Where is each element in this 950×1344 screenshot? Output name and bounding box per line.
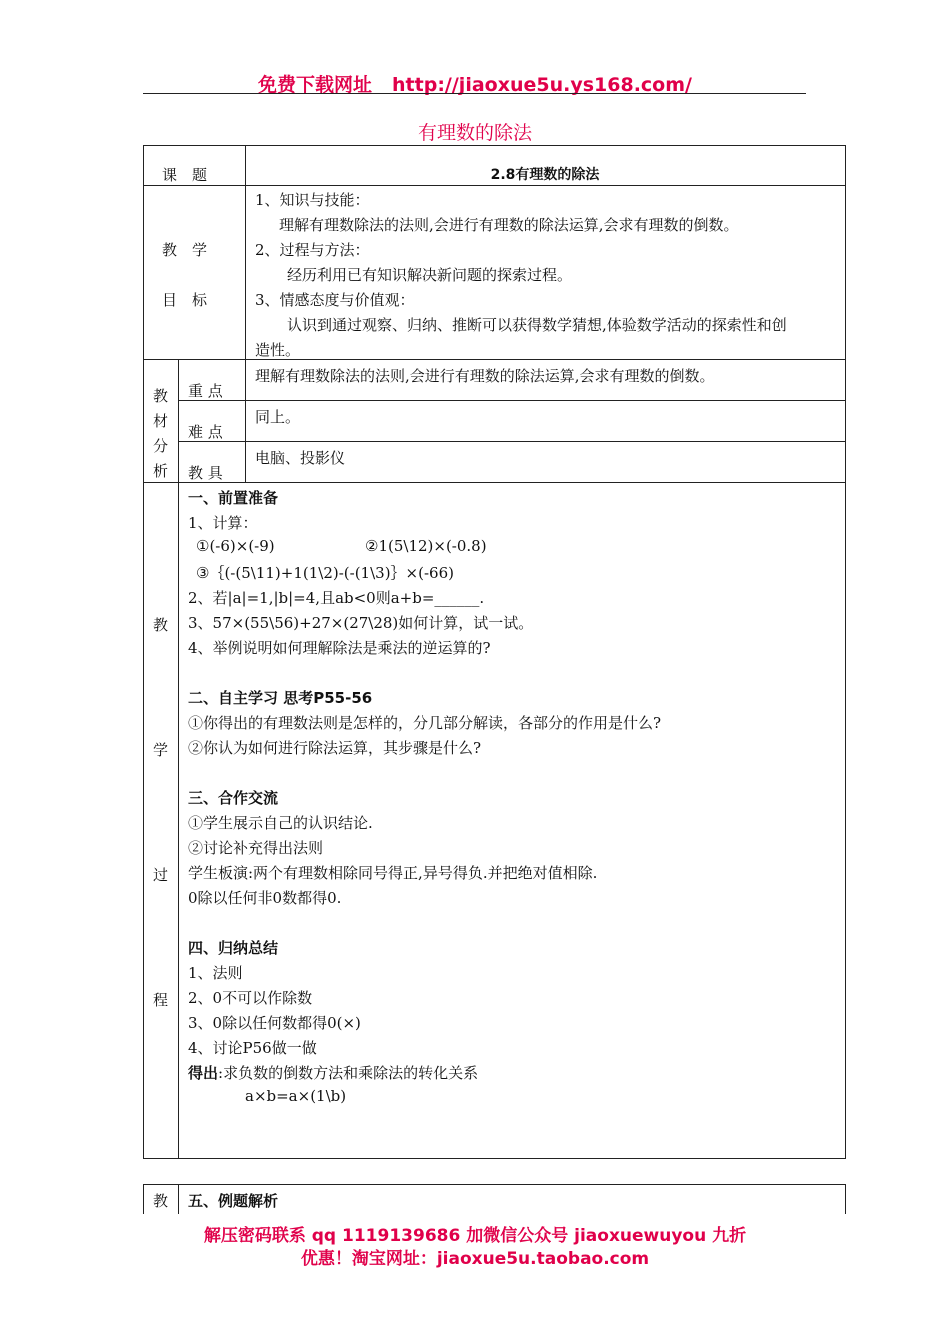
teaching-aids-label: 教 具 — [188, 464, 223, 482]
content-line: ①(-6)×(-9) — [196, 537, 275, 555]
objective-line: 1、知识与技能： — [255, 191, 370, 209]
content-line: ①学生展示自己的认识结论. — [188, 814, 373, 832]
header-url[interactable]: http://jiaoxue5u.ys168.com/ — [392, 74, 692, 96]
conclusion-line — [188, 1062, 478, 1083]
difficulty-label: 难 点 — [188, 423, 223, 441]
content-line: 0除以任何非0数都得0. — [188, 889, 342, 907]
content-line: 3、57×(55\56)+27×(27\28)如何计算，试一试。 — [188, 614, 534, 632]
footer-line-1: 解压密码联系 qq 1119139686 加微信公众号 jiaoxuewuyou 九折 — [203, 1226, 747, 1246]
analysis-label-char: 教 — [153, 387, 169, 405]
next-section-title: 五、例题解析 — [188, 1192, 279, 1210]
process-label-char: 过 — [153, 866, 169, 884]
content-line: 4、讨论P56做一做 — [188, 1039, 317, 1057]
process-label-char: 学 — [153, 741, 169, 759]
section-title: 一、前置准备 — [188, 489, 279, 507]
conclusion-text: :求负数的倒数方法和乘除法的转化关系 — [218, 1064, 479, 1082]
content-line: 2、若|a|=1,|b|=4,且ab<0则a+b=______. — [188, 589, 485, 607]
next-table-label: 教 — [153, 1192, 169, 1210]
content-line: 1、法则 — [188, 964, 243, 982]
process-label-char: 程 — [153, 991, 169, 1009]
header-rule — [143, 93, 806, 94]
topic-value: 2.8有理数的除法 — [490, 167, 600, 183]
key-point-label: 重 点 — [188, 382, 223, 400]
objective-line: 3、情感态度与价值观： — [255, 291, 415, 309]
content-line: ②1(5\12)×(-0.8) — [365, 537, 487, 555]
formula: a×b=a×(1\b) — [245, 1087, 347, 1105]
content-line: 2、0不可以作除数 — [188, 989, 313, 1007]
content-line: ②你认为如何进行除法运算，其步骤是什么? — [188, 739, 482, 757]
objectives-label-1: 教 学 — [162, 241, 208, 259]
conclusion-label: 得出 — [188, 1064, 219, 1082]
objective-line: 2、过程与方法： — [255, 241, 370, 259]
key-point-value: 理解有理数除法的法则,会进行有理数的除法运算,会求有理数的倒数。 — [255, 367, 715, 385]
content-line: 1、计算： — [188, 514, 258, 532]
process-label-char: 教 — [153, 616, 169, 634]
objective-line: 经历利用已有知识解决新问题的探索过程。 — [287, 266, 573, 284]
objective-line: 认识到通过观察、归纳、推断可以获得数学猜想,体验数学活动的探索性和创 — [287, 316, 787, 334]
content-line: ①你得出的有理数法则是怎样的，分几部分解读，各部分的作用是什么? — [188, 714, 662, 732]
analysis-label-char: 材 — [153, 412, 169, 430]
objectives-label-2: 目 标 — [162, 291, 208, 309]
content-line: 4、举例说明如何理解除法是乘法的逆运算的? — [188, 639, 491, 657]
objective-line: 造性。 — [255, 341, 301, 359]
analysis-label-char: 分 — [153, 437, 169, 455]
topic-label: 课 题 — [162, 166, 208, 184]
teaching-aids-value: 电脑、投影仪 — [255, 449, 346, 467]
objective-line: 理解有理数除法的法则,会进行有理数的除法运算,会求有理数的倒数。 — [279, 216, 739, 234]
footer-line-2[interactable]: 优惠！淘宝网址：jiaoxue5u.taobao.com — [300, 1249, 650, 1269]
difficulty-value: 同上。 — [255, 408, 301, 426]
content-line: 3、0除以任何数都得0(×) — [188, 1014, 361, 1032]
header-label: 免费下载网址 — [258, 74, 373, 96]
content-line: 学生板演:两个有理数相除同号得正,异号得负.并把绝对值相除. — [188, 864, 598, 882]
section-title: 四、归纳总结 — [188, 939, 279, 957]
content-line: ②讨论补充得出法则 — [188, 839, 324, 857]
document-title: 有理数的除法 — [417, 122, 532, 144]
section-title: 三、合作交流 — [188, 789, 279, 807]
content-line: ③｛(-(5\11)+1(1\2)-(-(1\3)｝×(-66) — [196, 564, 454, 582]
analysis-label-char: 析 — [153, 462, 169, 480]
section-title: 二、自主学习 思考P55-56 — [188, 689, 373, 707]
